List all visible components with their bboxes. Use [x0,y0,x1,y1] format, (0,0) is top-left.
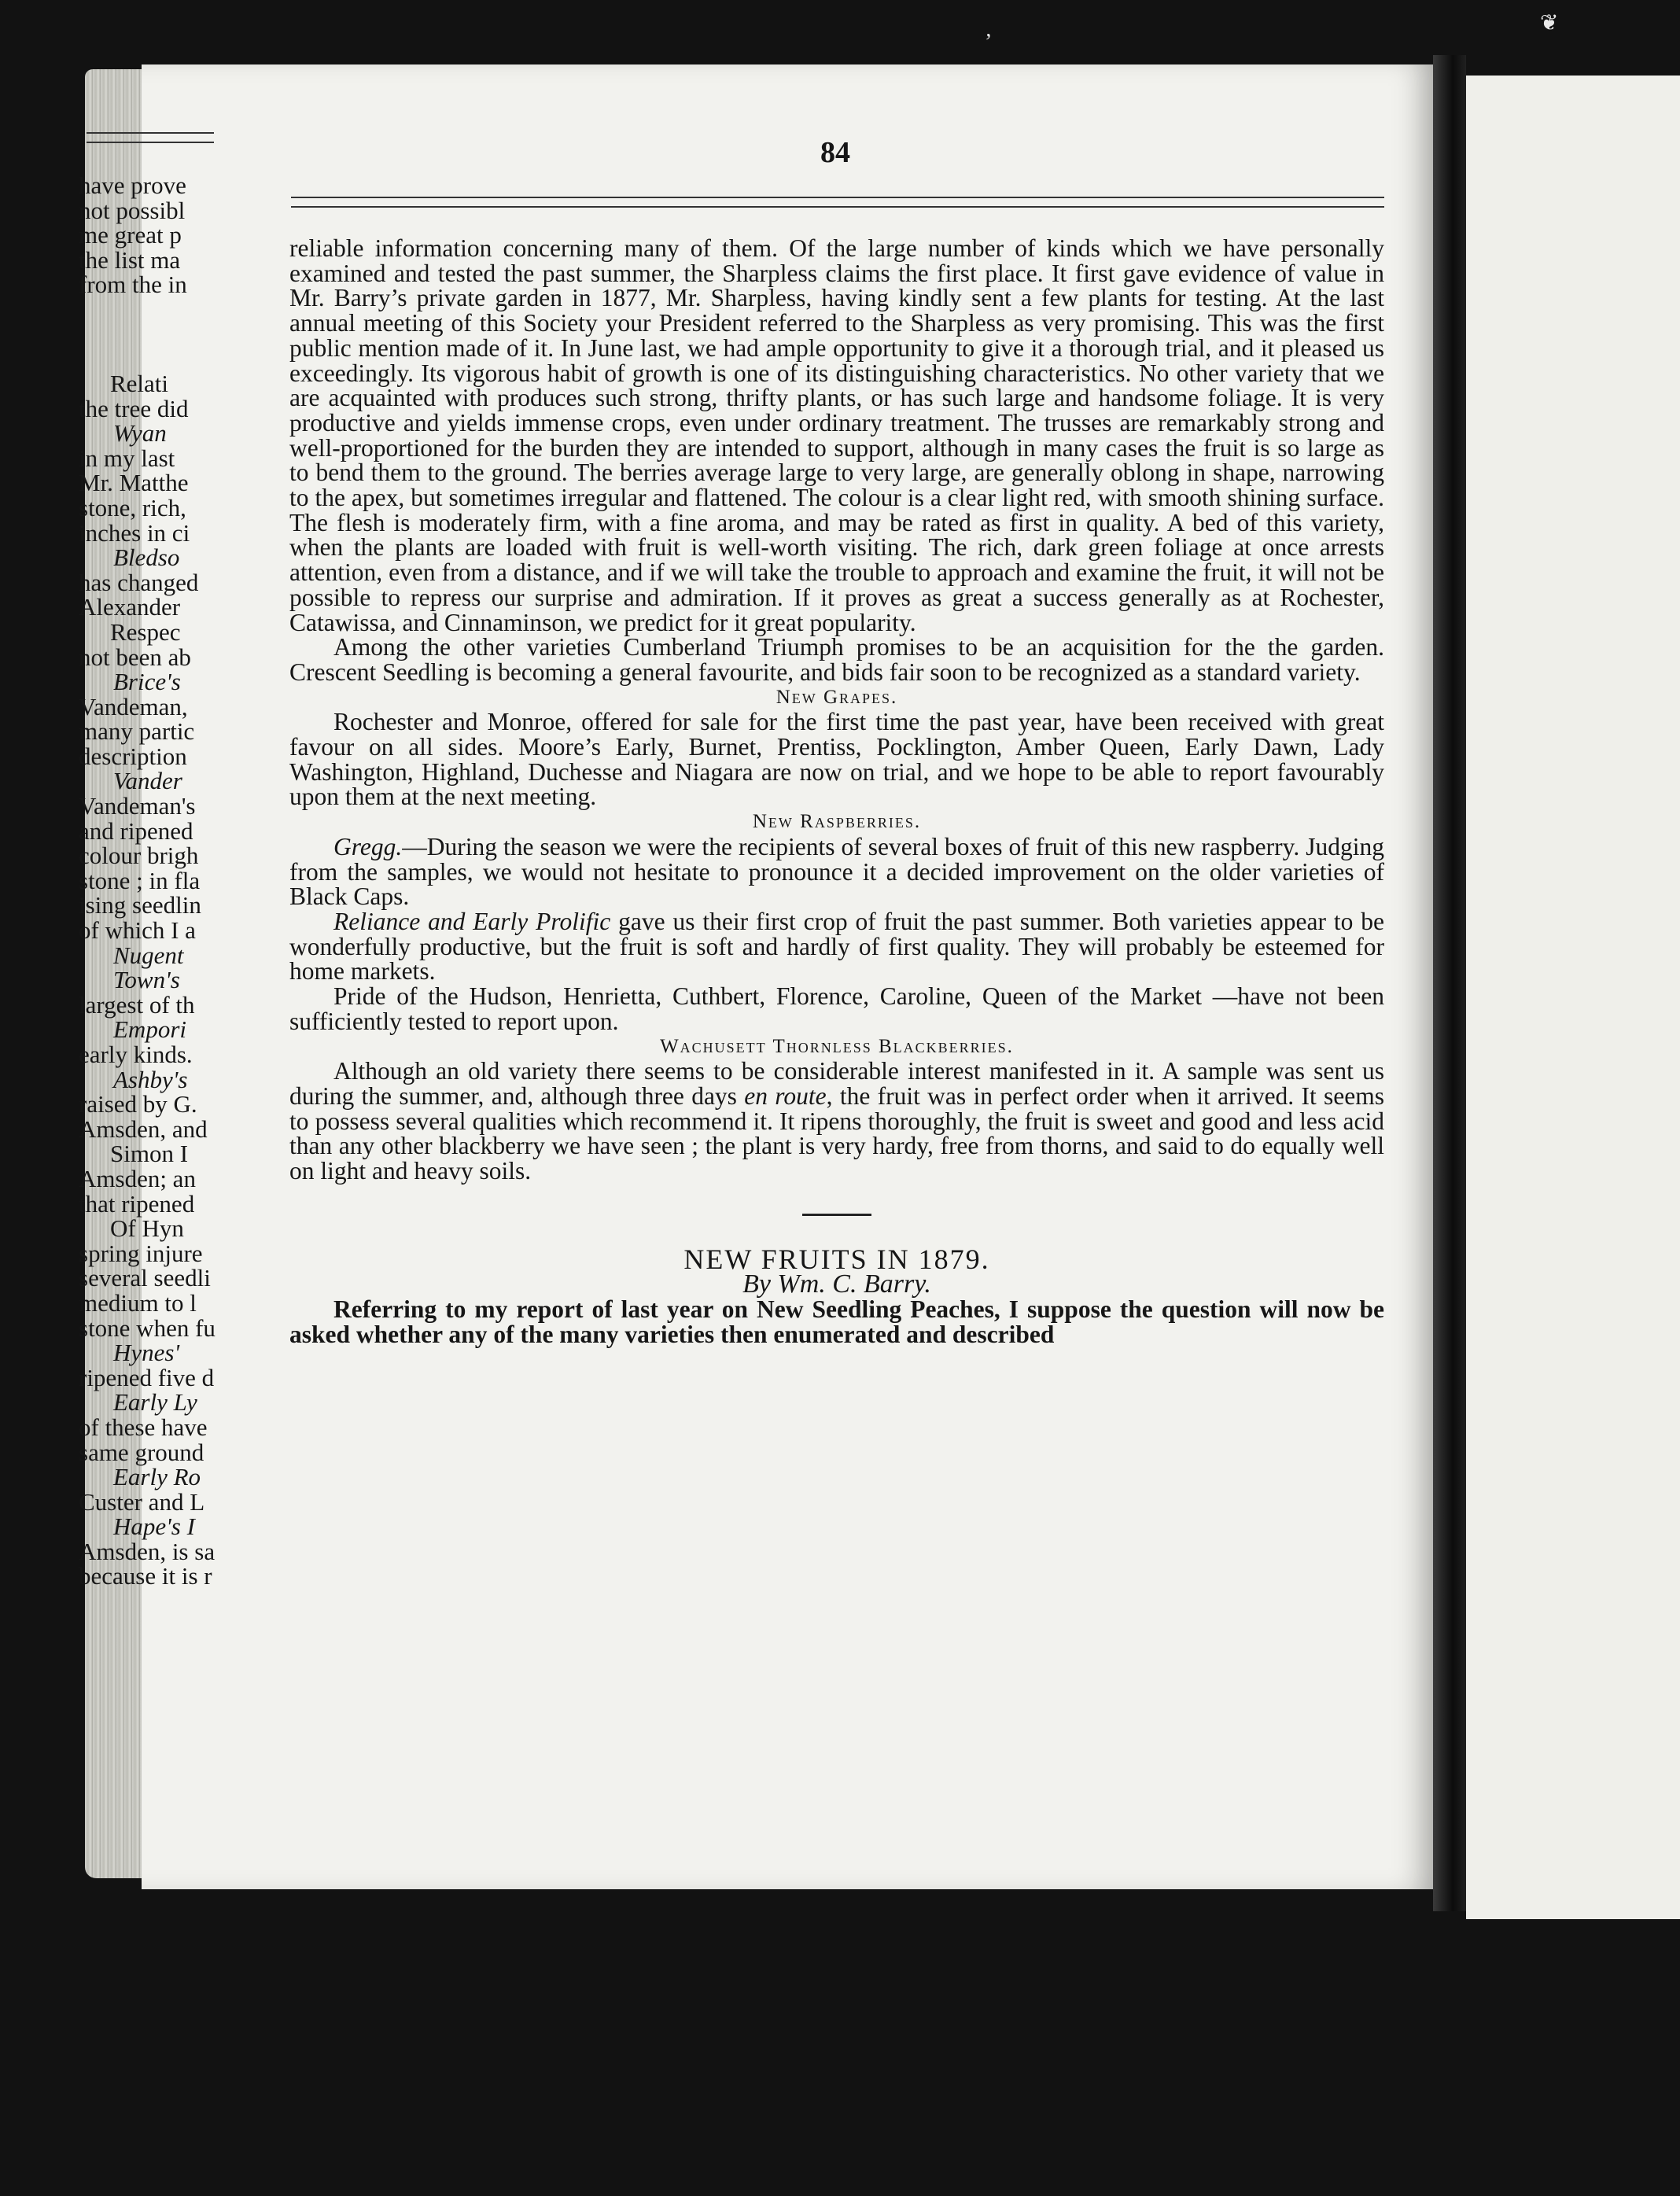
right-page-line: Empori [113,1015,186,1044]
reliance-text: gave us their first crop of fruit the past summer. Both varieties appear to be wonderfully productive, but the fruit is soft and hardly of first quality. They will probably be esteemed for home markets. [289,907,1384,986]
right-page-line: Vandeman, [79,692,188,720]
gregg-paragraph [289,832,1384,911]
right-page-line: colour brigh [79,842,199,870]
right-page-line: early kinds. [79,1041,193,1068]
gregg-name: Gregg. [333,832,403,860]
right-page-line: Vander [113,767,182,795]
right-page-line: has changed [79,568,199,596]
right-page-line: Hynes' [113,1339,180,1367]
right-page-line: and ripened [79,816,193,845]
right-page-line: from the in [79,271,187,299]
right-page-line: of which I a [79,916,196,945]
right-page-line: several seedli [79,1264,211,1292]
other-varieties-paragraph: Among the other varieties Cumberland Triumph promises to be an acquisition for the the garden. Crescent Seedling is becoming a general favourite, and bids fair soon to be recognized as a standard variety. [289,633,1384,686]
right-page-line: description [79,742,187,770]
pride-paragraph: Pride of the Hudson, Henrietta, Cuthbert, Florence, Caroline, Queen of the Market —have not been sufficiently tested to report upon. [289,982,1384,1035]
right-page-line: Ashby's [113,1065,188,1093]
right-page-line: Simon I [110,1140,189,1168]
right-page-line: Bledso [113,543,180,572]
right-page-header-rule [87,132,214,143]
right-page-line: Brice's [113,668,181,696]
article-title: NEW FRUITS IN 1879. [683,1243,990,1275]
right-page-line: ripened five d [79,1363,215,1391]
right-page-line: Early Ro [113,1463,201,1491]
right-page-line: Amsden; an [79,1164,196,1192]
right-page-line: largest of th [79,990,195,1019]
right-page-gap [79,297,362,371]
article-intro-paragraph: Referring to my report of last year on New Seedling Peaches, I suppose the question will now be asked whether any of the many varieties then enumerated and described [289,1295,1384,1348]
left-page-text [289,236,1384,1347]
right-page-line: stone, rich, [79,493,186,521]
right-page-line: ising seedlin [79,891,201,919]
right-page-line: because it is r [79,1562,212,1590]
right-page-line: that ripened [79,1189,195,1218]
right-page [1466,76,1680,1919]
right-page-line: many partic [79,717,195,746]
right-page-line: Early Ly [113,1388,197,1417]
right-page-line: inches in ci [79,518,190,547]
right-page-line: same ground [79,1438,204,1466]
right-page-text [79,173,362,1589]
right-page-line: not possibl [79,196,186,224]
book-gutter [1433,55,1466,1911]
new-grapes-heading: New Grapes. [776,686,898,708]
new-raspberries-heading: New Raspberries. [752,811,922,833]
scan-speck: ❦ [1540,11,1559,35]
right-page-line: Custer and L [79,1487,205,1516]
reliance-name: Reliance and Early Prolific [333,907,611,935]
right-page-line: Alexander [79,593,181,621]
blackberries-text-end: , the fruit was in perfect order when it arrived. It seems to possess several qualities which recommend it. It ripens thoroughly, the fruit is sweet and good and less acid than any other blackberry we have seen ; the plant is very hardy, free from thorns, and said to do equally well on light and heavy soils. [289,1081,1385,1185]
right-page-line: spring injure [79,1239,203,1267]
page-number: 84 [820,136,850,169]
right-page-line: Mr. Matthe [79,469,189,497]
header-rule [291,197,1384,208]
right-page-line: the list ma [79,245,181,274]
blackberries-text-start: Although an old variety there seems to be considerable interest manifested in it. A sample was sent us during the summer, and, although three days [289,1057,1384,1110]
blackberries-paragraph [289,1059,1384,1184]
right-page-line: in my last [79,444,175,472]
scan-speck: ʼ [985,30,993,54]
right-page-line: stone when fu [79,1314,216,1342]
blackberries-heading: Wachusett Thornless Blackberries. [660,1035,1014,1057]
right-page-line: Wyan [113,419,167,448]
en-route-phrase: en route [744,1081,827,1110]
right-page-line: the tree did [79,394,189,422]
right-page-line: raised by G. [79,1090,197,1118]
sharpless-paragraph: reliable information concerning many of them. Of the large number of kinds which we have personally examined and tested the past summer, the Sharpless claims the first place. It first gave evidence of value in Mr. Barry’s private garden in 1877, Mr. Sharpless, having kindly sent a few plants for testing. At the last annual meeting of this Society your President referred to the Sharpless as very promising. This was the first public mention made of it. In June last, we had ample opportunity to give it a thorough trial, and it pleased us exceedingly. Its vigorous habit of growth is one of its distinguishing characteristics. No other variety that we are acquainted with produces such strong, thrifty plants, or has such large and handsome foliage. It is very productive and yields immense crops, even under ordinary treatment. The trusses are remarkably strong and well-proportioned for the burden they are intended to support, although in many cases the fruit is so large as to bend them to the ground. The berries average large to very large, are generally oblong in shape, narrowing to the apex, but sometimes irregular and flattened. The colour is a clear light red, with smooth shining surface. The flesh is moderately firm, with a fine aroma, and may be rated as first in quality. A bed of this variety, when the plants are loaded with fruit is well-worth visiting. The rich, dark green foliage at once arrests attention, even from a distance, and if we will take the trouble to approach and examine the fruit, it will not be possible to repress our surprise and admiration. If it proves as great a success generally as at Rochester, Catawissa, and Cinnaminson, we predict for it great popularity. [289,234,1384,636]
right-page-line: Respec [110,617,181,646]
right-page-line: Relati [110,369,169,397]
right-page-line: Town's [113,966,180,994]
right-page-line: stone ; in fla [79,866,201,894]
right-page-line: Of Hyn [110,1214,184,1243]
right-page-line: medium to l [79,1288,197,1317]
right-page-line: of these have [79,1413,208,1441]
grapes-paragraph: Rochester and Monroe, offered for sale for the first time the past year, have been received with great favour on all sides. Moore’s Early, Burnet, Prentiss, Pocklington, Amber Queen, Early Dawn, Lady Washington, Highland, Duchesse and Niagara are now on trial, and we hope to be able to report favourably upon them at the next meeting. [289,708,1384,811]
section-divider [802,1214,871,1216]
gregg-text: —During the season we were the recipients of several boxes of fruit of this new raspberry. Judging from the samples, we would not hesitate to pronounce it a decided improvement on the older varieties of Black Caps. [289,832,1384,911]
reliance-paragraph [289,909,1384,984]
right-page-line: Amsden, is sa [79,1537,216,1565]
right-page-line: Amsden, and [79,1115,208,1143]
right-page-line: Nugent [113,941,184,969]
right-page-line: Vandeman's [79,792,196,820]
right-page-line: have prove [79,171,186,199]
right-page-line: me great p [79,221,182,249]
article-byline: By Wm. C. Barry. [742,1269,931,1299]
right-page-line: not been ab [79,643,191,671]
right-page-line: Hape's I [113,1513,195,1541]
